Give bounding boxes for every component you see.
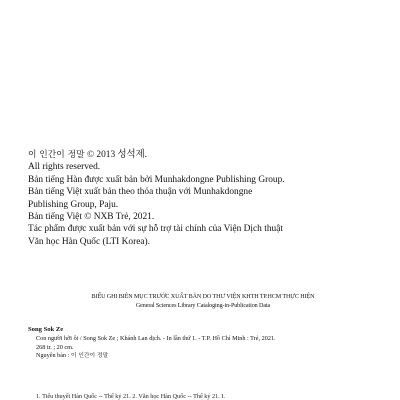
vietnamese-edition-copyright: Bản tiếng Việt © NXB Trẻ, 2021. [28,212,155,223]
vietnamese-agreement-line-2: Publishing Group, Paju. [28,199,119,210]
cip-title-entry [28,335,348,344]
cip-author: Song Sok Ze [28,326,64,333]
cip-original-title [28,352,348,361]
cip-heading-english: General Sciences Library Cataloging-in-Publication Data [135,302,271,309]
lti-support-line-1: Tác phẩm được xuất bản với sự hỗ trợ tài chính của Viện Dịch thuật [28,224,283,235]
cip-heading [28,293,378,310]
korean-copyright-notice: © 2013 성석제. [84,150,148,160]
korean-edition-publisher-line: Bản tiếng Hàn được xuất bản bởi Munhakdongne Publishing Group. [28,174,285,185]
cip-pages: 268 tr. ; 20 cm. [36,343,74,351]
cip-subject-line-cut-off: 1. Tiểu thuyết Hàn Quốc -- Thế kỷ 21. 2. Văn học Hàn Quốc -- Thế kỷ 21. I. [36,393,225,400]
cip-original-korean: 이 인간이 정말 [70,353,109,360]
vietnamese-agreement-line-1: Bản tiếng Việt xuất bản theo thỏa thuận với Munhakdongne [28,187,253,198]
lti-support-line-2: Văn học Hàn Quốc (LTI Korea). [28,236,151,247]
copyright-block [28,149,388,248]
cip-record [28,326,348,361]
cip-title-entry-line-2: Hồ Chí Minh : Trẻ, 2021. [212,335,276,343]
all-rights-reserved: All rights reserved. [28,162,101,173]
cip-original-label: Nguyên bản : [36,352,71,360]
korean-original-title: 이 인간이 정말 [28,150,85,160]
cip-heading-vietnamese: BIỂU GHI BIÊN MỤC TRƯỚC XUẤT BẢN DO THƯ VIỆN KHTH TP.HCM THỰC HIỆN [91,294,315,300]
cip-title-entry-line-1: Con người hỡi ôi / Song Sok Ze ; Khánh Lan dịch. - In lần thứ 1. - T.P. [36,335,211,343]
korean-copyright-line [28,149,388,161]
